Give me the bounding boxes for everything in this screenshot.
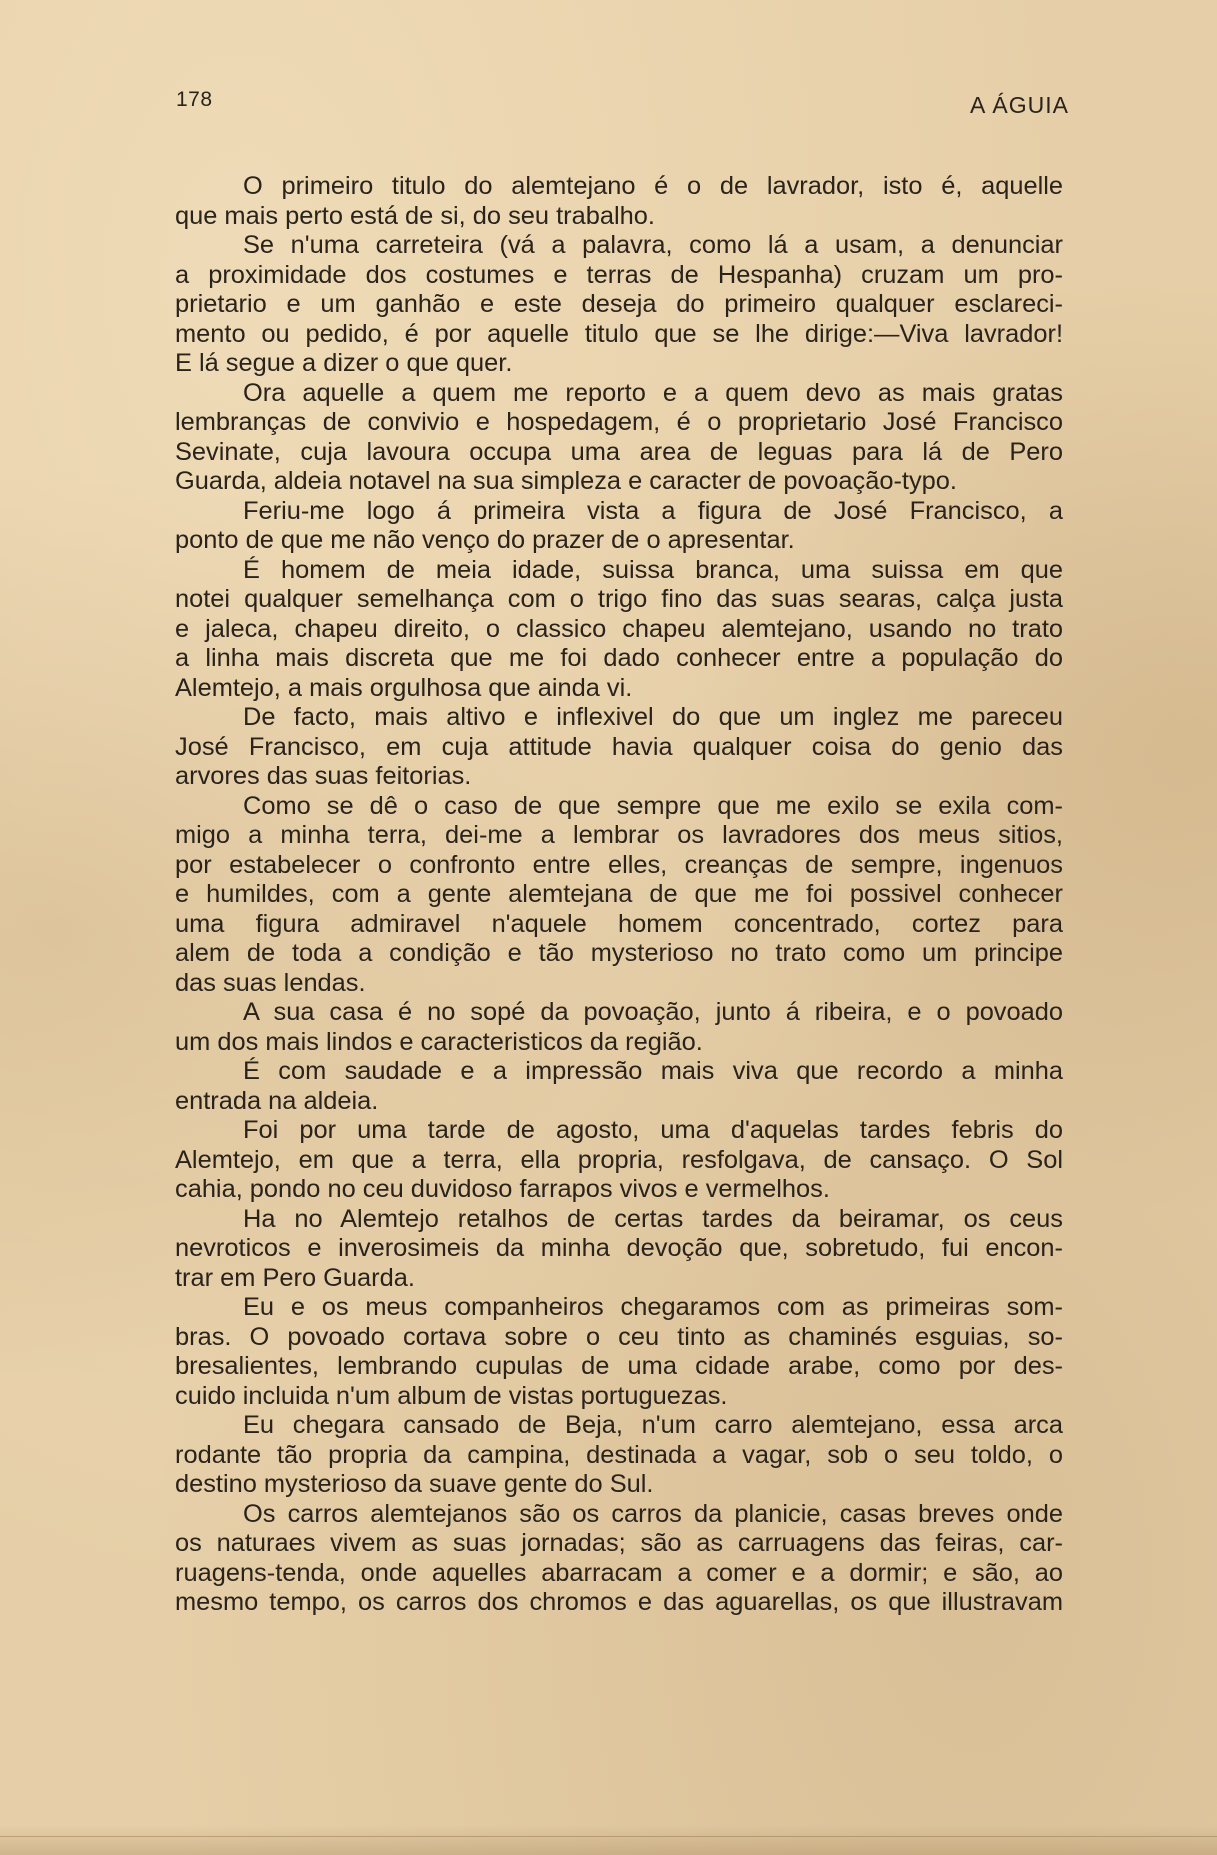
text-line: Eu chegara cansado de Beja, n'um carro alemtejano, essa arca xyxy=(243,1411,1063,1439)
text-line: Se n'uma carreteira (vá a palavra, como lá a usam, a denunciar xyxy=(243,231,1063,259)
text-line: uma figura admiravel n'aquele homem concentrado, cortez para xyxy=(175,909,1063,938)
text-line: Guarda, aldeia notavel na sua simpleza e caracter de povoação-typo. xyxy=(175,467,957,495)
text-line: trar em Pero Guarda. xyxy=(175,1263,415,1292)
text-line: É homem de meia idade, suissa branca, uma suissa em que xyxy=(243,555,1063,584)
text-line: Foi por uma tarde de agosto, uma d'aquelas tardes febris do xyxy=(243,1116,1063,1144)
text-line: ruagens-tenda, onde aquelles abarracam a comer e a dormir; e são, ao xyxy=(175,1558,1063,1587)
text-line: Feriu-me logo á primeira vista a figura de José Francisco, a xyxy=(243,496,1063,525)
text-line: cahia, pondo no ceu duvidoso farrapos vivos e vermelhos. xyxy=(175,1175,830,1203)
text-line: um dos mais lindos e caracteristicos da região. xyxy=(175,1027,703,1056)
text-line: É com saudade e a impressão mais viva que recordo a minha xyxy=(243,1057,1063,1085)
text-line: destino mysterioso da suave gente do Sul. xyxy=(175,1470,654,1498)
text-line: Alemtejo, a mais orgulhosa que ainda vi. xyxy=(175,673,633,702)
text-line: por estabelecer o confronto entre elles, creanças de sempre, ingenuos xyxy=(175,850,1063,879)
text-line: mesmo tempo, os carros dos chromos e das aguarellas, os que illustravam xyxy=(175,1588,1063,1616)
text-line: Alemtejo, em que a terra, ella propria, resfolgava, de cansaço. O Sol xyxy=(175,1145,1063,1174)
text-line: ponto de que me não venço do prazer de o apresentar. xyxy=(175,526,795,554)
text-line: cuido incluida n'um album de vistas portuguezas. xyxy=(175,1381,728,1410)
body-text xyxy=(175,172,1063,1618)
text-line: que mais perto está de si, do seu trabalho. xyxy=(175,201,655,230)
text-line: Ora aquelle a quem me reporto e a quem devo as mais gratas xyxy=(243,378,1063,407)
text-line: a proximidade dos costumes e terras de Hespanha) cruzam um pro- xyxy=(175,260,1063,289)
text-line: mento ou pedido, é por aquelle titulo que se lhe dirige:—Viva lavrador! xyxy=(175,319,1063,348)
text-line: A sua casa é no sopé da povoação, junto á ribeira, e o povoado xyxy=(243,998,1063,1026)
text-line: prietario e um ganhão e este deseja do primeiro qualquer esclareci- xyxy=(175,290,1063,318)
journal-title: A ÁGUIA xyxy=(969,92,1069,118)
page-number: 178 xyxy=(176,88,213,111)
text-line: a linha mais discreta que me foi dado conhecer entre a população do xyxy=(175,644,1063,672)
text-line: e jaleca, chapeu direito, o classico chapeu alemtejano, usando no trato xyxy=(175,614,1063,643)
text-line: os naturaes vivem as suas jornadas; são as carruagens das feiras, car- xyxy=(175,1529,1063,1557)
text-line: Ha no Alemtejo retalhos de certas tardes da beiramar, os ceus xyxy=(243,1204,1063,1233)
text-line: nevroticos e inverosimeis da minha devoção que, sobretudo, fui encon- xyxy=(175,1234,1063,1262)
text-line: entrada na aldeia. xyxy=(175,1086,379,1115)
text-line: e humildes, com a gente alemtejana de que me foi possivel conhecer xyxy=(175,880,1063,908)
text-line: Sevinate, cuja lavoura occupa uma area de leguas para lá de Pero xyxy=(175,437,1063,466)
text-line: Eu e os meus companheiros chegaramos com as primeiras som- xyxy=(243,1293,1063,1321)
text-line: rodante tão propria da campina, destinada a vagar, sob o seu toldo, o xyxy=(175,1440,1063,1469)
text-line: José Francisco, em cuja attitude havia qualquer coisa do genio das xyxy=(175,732,1063,761)
text-line: O primeiro titulo do alemtejano é o de lavrador, isto é, aquelle xyxy=(243,172,1063,200)
running-head xyxy=(176,88,1069,118)
text-line: Como se dê o caso de que sempre que me exilo se exila com- xyxy=(243,791,1063,820)
text-line: E lá segue a dizer o que quer. xyxy=(175,349,513,377)
text-line: bras. O povoado cortava sobre o ceu tinto as chaminés esguias, so- xyxy=(175,1322,1063,1351)
text-line: alem de toda a condição e tão mysterioso no trato como um principe xyxy=(175,939,1063,967)
text-line: De facto, mais altivo e inflexivel do que um inglez me pareceu xyxy=(243,703,1063,731)
text-line: lembranças de convivio e hospedagem, é o proprietario José Francisco xyxy=(175,408,1063,436)
text-line: Os carros alemtejanos são os carros da planicie, casas breves onde xyxy=(243,1499,1063,1528)
text-line: das suas lendas. xyxy=(175,968,366,997)
text-line: bresalientes, lembrando cupulas de uma cidade arabe, como por des- xyxy=(175,1352,1063,1380)
text-line: migo a minha terra, dei-me a lembrar os lavradores dos meus sitios, xyxy=(175,821,1063,849)
text-line: notei qualquer semelhança com o trigo fino das suas searas, calça justa xyxy=(175,585,1063,613)
page-bottom-edge xyxy=(0,1825,1217,1855)
text-line: arvores das suas feitorias. xyxy=(175,762,472,790)
